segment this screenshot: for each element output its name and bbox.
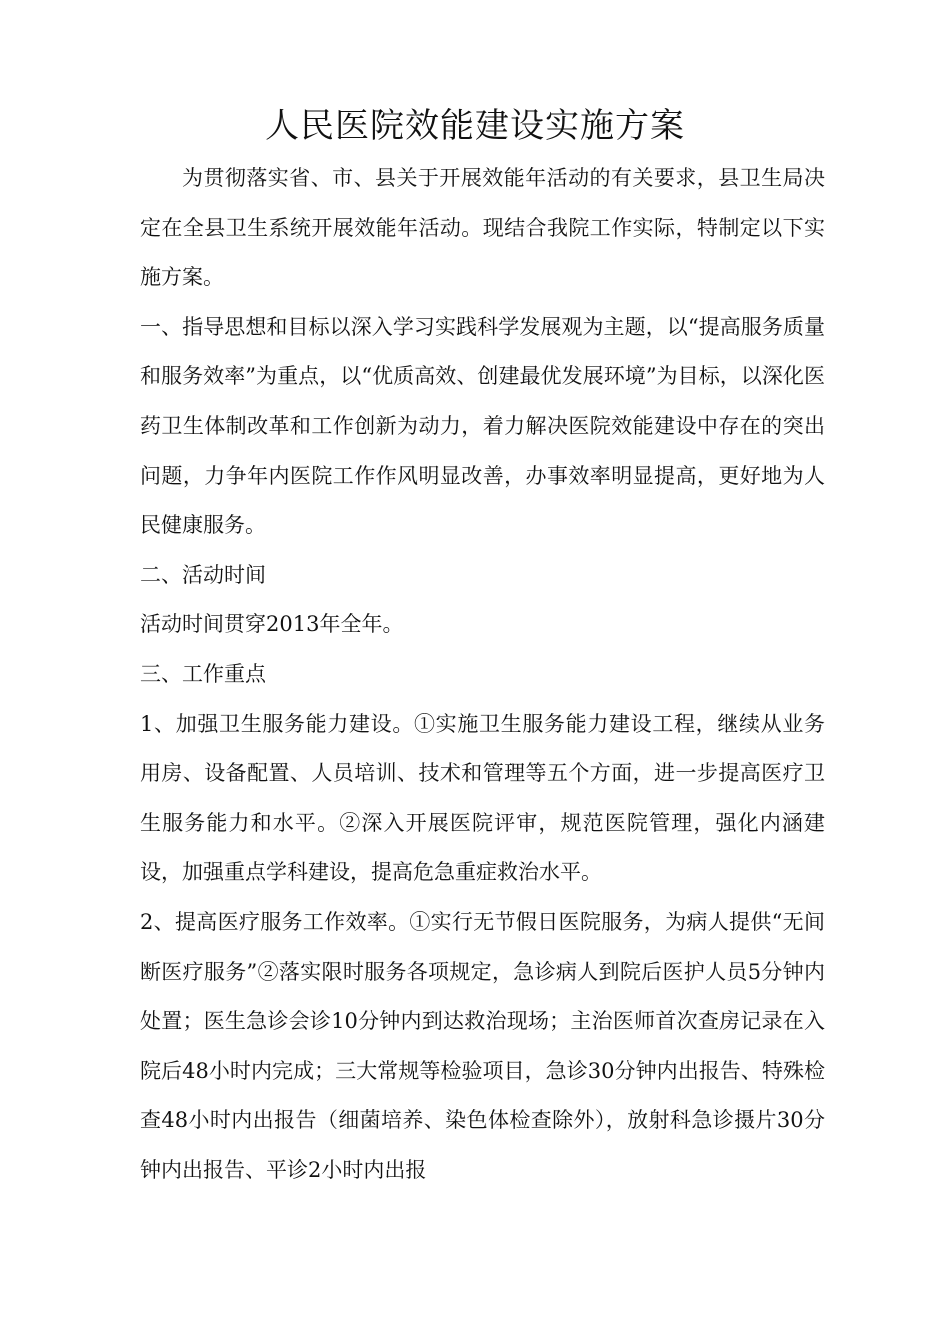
section-heading-work-focus: 三、工作重点: [140, 661, 266, 686]
paragraph-activity-time: 活动时间贯穿2013年全年。: [140, 612, 404, 637]
paragraph-guiding-principle: 一、指导思想和目标以深入学习实践科学发展观为主题，以“提高服务质量和服务效率”为重点，以“优质高效、创建最优发展环境”为目标，以深化医药卫生体制改革和工作创新为动力，着力解决医院效能建设中存在的突出问题，力争年内医院工作作风明显改善，办事效率明显提高，更好地为人民健康服务。: [140, 314, 825, 538]
section-heading-activity-time: 二、活动时间: [140, 562, 266, 587]
paragraph-focus-item-1: 1、加强卫生服务能力建设。①实施卫生服务能力建设工程，继续从业务用房、设备配置、人员培训、技术和管理等五个方面，进一步提高医疗卫生服务能力和水平。②深入开展医院评审，规范医院管理，强化内涵建设，加强重点学科建设，提高危急重症救治水平。: [140, 711, 825, 885]
document-body: [140, 154, 825, 1195]
paragraph-intro: 为贯彻落实省、市、县关于开展效能年活动的有关要求，县卫生局决定在全县卫生系统开展效能年活动。现结合我院工作实际，特制定以下实施方案。: [140, 166, 825, 290]
document-title: 人民医院效能建设实施方案: [265, 106, 685, 146]
paragraph-focus-item-2: 2、提高医疗服务工作效率。①实行无节假日医院服务，为病人提供“无间断医疗服务”②落实限时服务各项规定，急诊病人到院后医护人员5分钟内处置；医生急诊会诊10分钟内到达救治现场；主治医师首次查房记录在入院后48小时内完成；三大常规等检验项目，急诊30分钟内出报告、特殊检查48小时内出报告（细菌培养、染色体检查除外），放射科急诊摄片30分钟内出报告、平诊2小时内出报: [140, 909, 825, 1182]
